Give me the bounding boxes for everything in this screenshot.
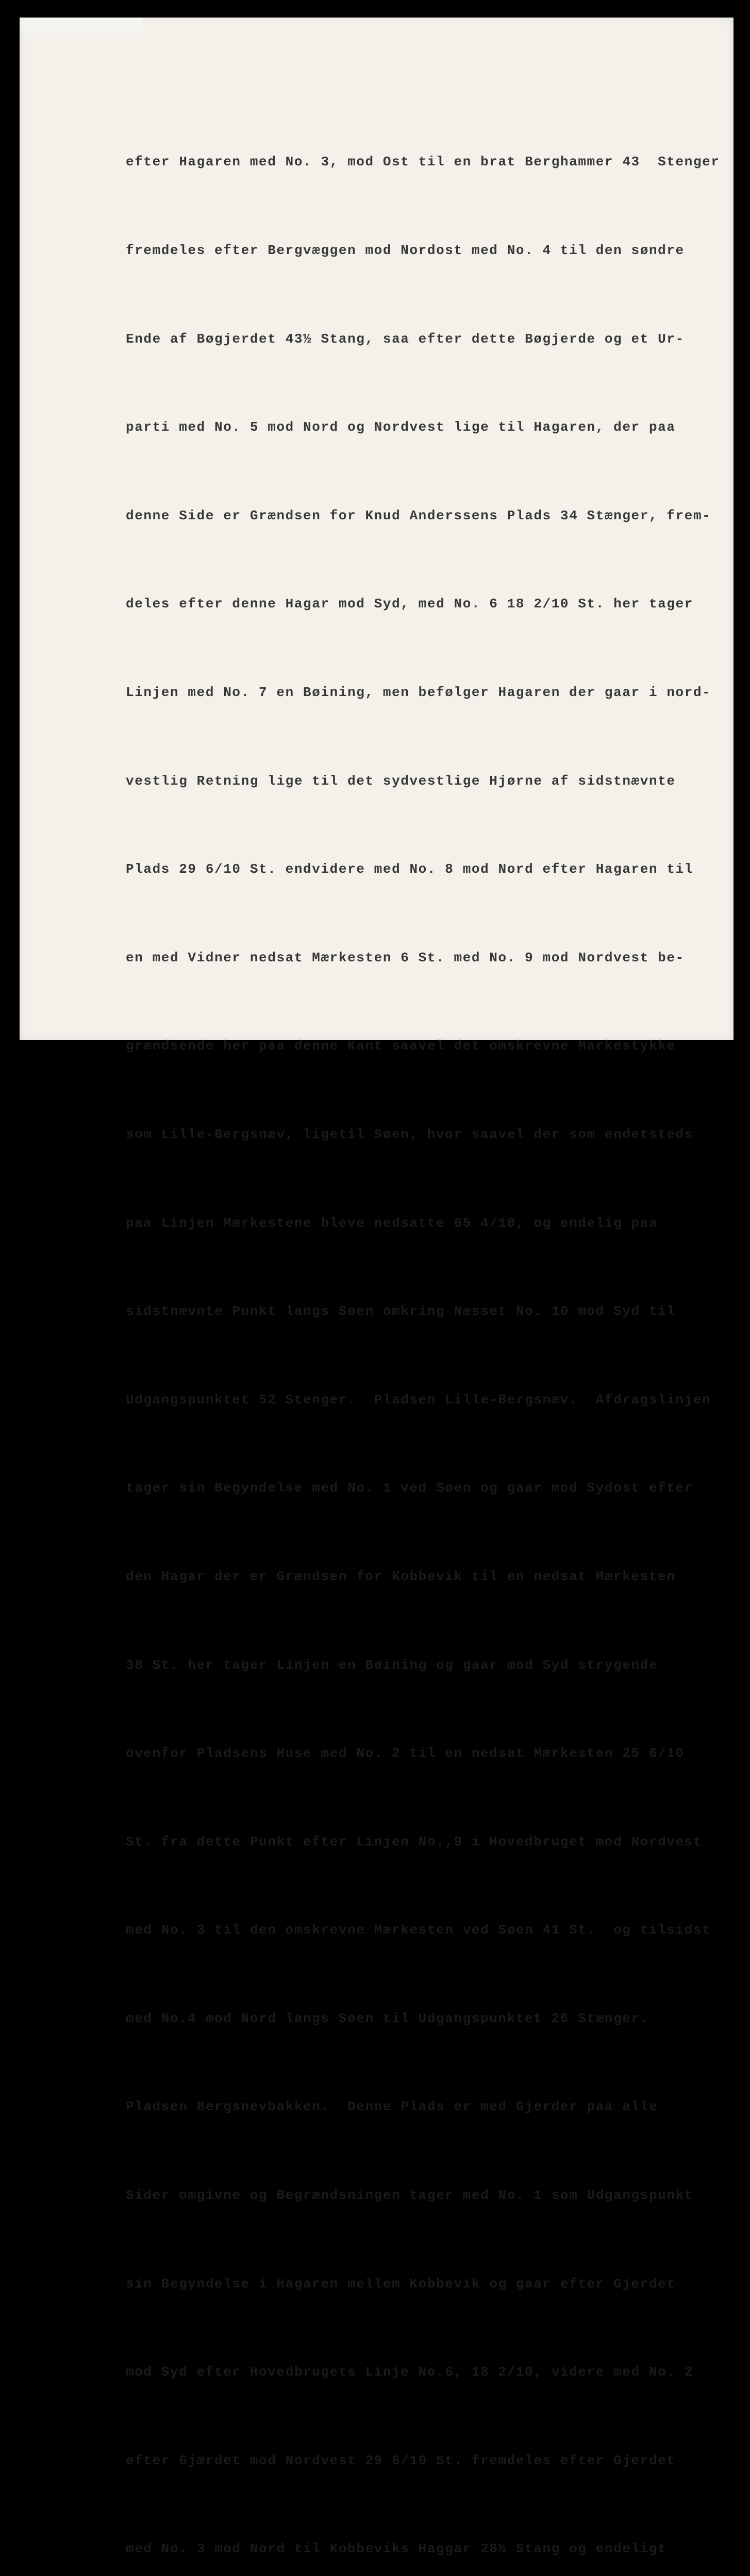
text-line: en med Vidner nedsat Mærkesten 6 St. med No. 9 mod Nordvest be- bbox=[126, 950, 685, 965]
text-line: denne Side er Grændsen for Knud Anderssens Plads 34 Stænger, frem- bbox=[126, 507, 711, 523]
text-line: Sider omgivne og Begrændsningen tager med No. 1 som Udgangspunkt bbox=[126, 2188, 693, 2204]
text-line: Linjen med No. 7 en Bøining, men befølger Hagaren der gaar i nord- bbox=[126, 684, 711, 700]
text-line: den Hagar der er Grændsen for Kobbevik til en nedsat Mærkesten bbox=[126, 1568, 676, 1584]
text-line: Pladsen Bergsnevbakken. Denne Plads er med Gjerder paa alle bbox=[126, 2099, 658, 2115]
text-line: Plads 29 6/10 St. endvidere med No. 8 mod Nord efter Hagaren til bbox=[126, 861, 693, 877]
text-line: tager sin Begyndelse med No. 1 ved Søen og gaar mod Sydost efter bbox=[126, 1480, 693, 1496]
text-line: fremdeles efter Bergvæggen mod Nordost med No. 4 til den søndre bbox=[126, 243, 685, 258]
text-line: efter Hagaren med No. 3, mod Ost til en brat Berghammer 43 Stenger bbox=[126, 154, 720, 170]
text-line: mod Syd efter Hovedbrugets Linje No.6, 18 2/10, videre med No. 2 bbox=[126, 2364, 693, 2380]
text-line: med No. 3 til den omskrevne Mærkesten ved Søen 41 St. og tilsidst bbox=[126, 1922, 711, 1938]
text-line: 38 St. her tager Linjen en Bøining og gaar mod Syd strygende bbox=[126, 1657, 658, 1673]
text-line: Udgangspunktet 52 Stenger. Pladsen Lille-Bergsnæv. Afdragslinjen bbox=[126, 1392, 711, 1408]
paper-edge bbox=[20, 18, 143, 38]
text-line: med No.4 mod Nord langs Søen til Udgangspunktet 26 Stænger. bbox=[126, 2010, 649, 2026]
text-line: deles efter denne Hagar mod Syd, med No. 6 18 2/10 St. her tager bbox=[126, 596, 693, 612]
text-line: paa Linjen Mærkestene bleve nedsatte 65 4/10, og endelig paa bbox=[126, 1215, 658, 1231]
text-line: grændsende her paa denne Kant saavel det omskrevne Markestykke bbox=[126, 1038, 676, 1054]
text-line: sin Begyndelse i Hagaren mellem Kobbevik og gaar efter Gjerdet bbox=[126, 2276, 676, 2292]
text-line: som Lille-Bergsnæv, ligetil Søen, hvor saavel der som endetsteds bbox=[126, 1126, 693, 1142]
text-line: parti med No. 5 mod Nord og Nordvest lige til Hagaren, der paa bbox=[126, 419, 676, 435]
text-line: St. fra dette Punkt efter Linjen No.,9 i Hovedbruget mod Nordvest bbox=[126, 1834, 703, 1850]
text-line: efter Gjærdet mod Nordvest 29 6/10 St. fremdeles efter Gjerdet bbox=[126, 2452, 676, 2468]
typed-text-block bbox=[126, 89, 734, 2576]
text-line: med No. 3 mod Nord til Kobbeviks Haggar 28½ Stang og endeligt bbox=[126, 2541, 667, 2557]
text-line: sidstnævnte Punkt langs Søen omkring Næsset No. 10 mod Syd til bbox=[126, 1303, 676, 1319]
text-line: ovenfor Pladsens Huse med No. 2 til en nedsat Mærkesten 25 6/10 bbox=[126, 1745, 685, 1761]
text-line: vestlig Retning lige til det sydvestlige Hjørne af sidstnævnte bbox=[126, 773, 676, 789]
text-line: Ende af Bøgjerdet 43½ Stang, saa efter dette Bøgjerde og et Ur- bbox=[126, 331, 685, 347]
